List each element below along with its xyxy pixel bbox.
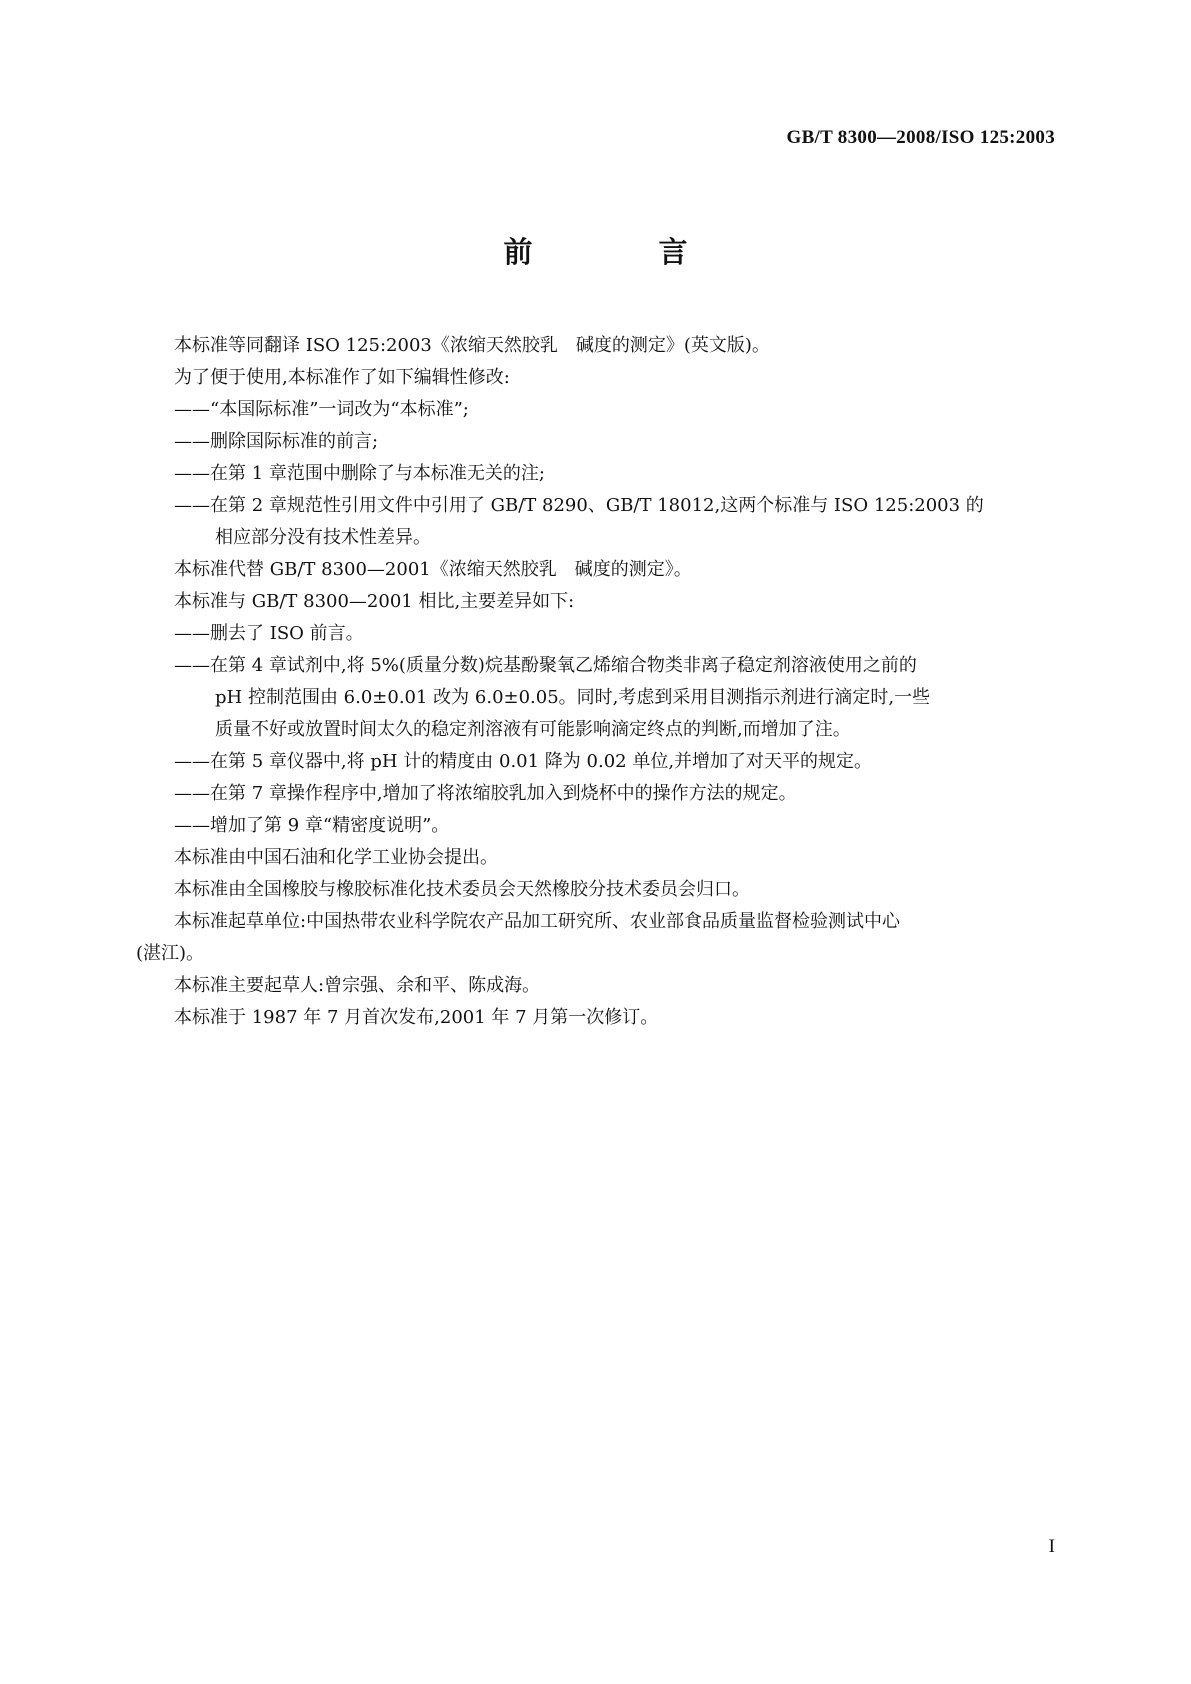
foreword-line: ——增加了第 9 章“精密度说明”。 [174,815,450,836]
foreword-line: ——在第 4 章试剂中,将 5%(质量分数)烷基酚聚氧乙烯缩合物类非离子稳定剂溶液使用之前的 [174,655,917,676]
page-title: 前 言 [503,235,746,269]
foreword-line: (湛江)。 [136,943,205,964]
foreword-line: 本标准由全国橡胶与橡胶标准化技术委员会天然橡胶分技术委员会归口。 [174,879,750,900]
foreword-line: ——“本国际标准”一词改为“本标准”; [174,399,469,420]
foreword-line: ——在第 2 章规范性引用文件中引用了 GB/T 8290、GB/T 18012,这两个标准与 ISO 125:2003 的 [174,495,984,516]
foreword-line: 质量不好或放置时间太久的稳定剂溶液有可能影响滴定终点的判断,而增加了注。 [215,719,851,740]
foreword-line: pH 控制范围由 6.0±0.01 改为 6.0±0.05。同时,考虑到采用目测指示剂进行滴定时,一些 [215,687,931,708]
standard-code: GB/T 8300—2008/ISO 125:2003 [786,127,1055,148]
page-number: I [1048,1536,1055,1557]
foreword-line: ——删去了 ISO 前言。 [174,623,364,644]
foreword-line: 本标准由中国石油和化学工业协会提出。 [174,847,498,868]
foreword-line: ——在第 7 章操作程序中,增加了将浓缩胶乳加入到烧杯中的操作方法的规定。 [174,783,797,804]
foreword-line: 相应部分没有技术性差异。 [215,527,431,548]
foreword-line: ——在第 1 章范围中删除了与本标准无关的注; [174,463,545,484]
foreword-line: 为了便于使用,本标准作了如下编辑性修改: [174,367,510,388]
foreword-line: ——删除国际标准的前言; [174,431,379,452]
foreword-line: 本标准起草单位:中国热带农业科学院农产品加工研究所、农业部食品质量监督检验测试中心 [174,911,901,932]
foreword-body [136,330,1055,1034]
foreword-line: 本标准等同翻译 ISO 125:2003《浓缩天然胶乳 碱度的测定》(英文版)。 [174,335,770,356]
foreword-line: 本标准代替 GB/T 8300—2001《浓缩天然胶乳 碱度的测定》。 [174,559,692,580]
foreword-line: 本标准主要起草人:曾宗强、余和平、陈成海。 [174,975,541,996]
foreword-line: ——在第 5 章仪器中,将 pH 计的精度由 0.01 降为 0.02 单位,并增加了对天平的规定。 [174,751,873,772]
foreword-line: 本标准于 1987 年 7 月首次发布,2001 年 7 月第一次修订。 [174,1007,659,1028]
foreword-line: 本标准与 GB/T 8300—2001 相比,主要差异如下: [174,591,575,612]
